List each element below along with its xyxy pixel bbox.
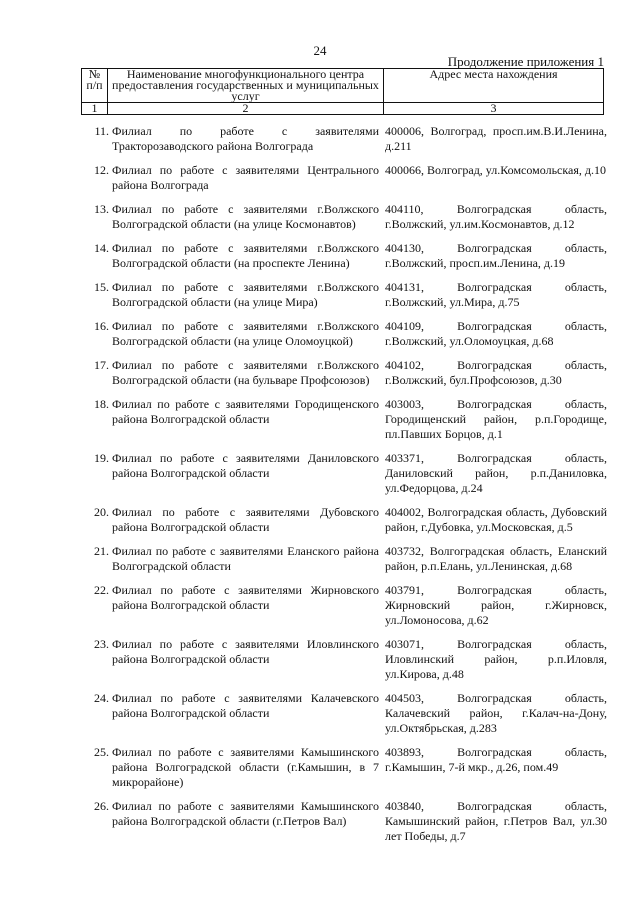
row-name: Филиал по работе с заявителями г.Волжского Волгоградской области (на улице Мира) [112, 280, 379, 309]
table-row [81, 280, 609, 310]
row-address: 403840, Волгоградская область, Камышинский район, г.Петров Вал, ул.30 лет Победы, д.7 [385, 799, 607, 843]
row-address: 400066, Волгоград, ул.Комсомольская, д.10 [385, 163, 606, 177]
row-address: 404110, Волгоградская область, г.Волжский, ул.им.Космонавтов, д.12 [385, 202, 607, 231]
row-address: 404102, Волгоградская область, г.Волжский, бул.Профсоюзов, д.30 [385, 358, 607, 387]
row-name: Филиал по работе с заявителями Тракторозаводского района Волгограда [112, 124, 379, 153]
row-name: Филиал по работе с заявителями Городищенского района Волгоградской области [112, 397, 379, 426]
header-index-1: 1 [82, 103, 108, 115]
row-name: Филиал по работе с заявителями Камышинского района Волгоградской области (г.Петров Вал) [112, 799, 379, 828]
row-number: 21. [94, 544, 109, 558]
row-address: 404002, Волгоградская область, Дубовский район, г.Дубовка, ул.Московская, д.5 [385, 505, 607, 534]
row-number: 25. [94, 745, 109, 759]
row-name: Филиал по работе с заявителями г.Волжского Волгоградской области (на бульваре Профсоюзов) [112, 358, 379, 387]
table-row [81, 637, 609, 682]
row-number: 22. [94, 583, 109, 597]
row-name: Филиал по работе с заявителями Жирновского района Волгоградской области [112, 583, 379, 612]
row-address: 403791, Волгоградская область, Жирновский район, г.Жирновск, ул.Ломоносова, д.62 [385, 583, 607, 627]
row-name: Филиал по работе с заявителями Иловлинского района Волгоградской области [112, 637, 379, 666]
row-name: Филиал по работе с заявителями г.Волжского Волгоградской области (на улице Оломоуцкой) [112, 319, 379, 348]
row-address: 404109, Волгоградская область, г.Волжский, ул.Оломоуцкая, д.68 [385, 319, 607, 348]
row-number: 13. [94, 202, 109, 216]
row-address: 404503, Волгоградская область, Калачевский район, г.Калач-на-Дону, ул.Октябрьская, д.283 [385, 691, 607, 735]
header-col-address: Адрес места нахождения [384, 69, 604, 103]
row-number: 17. [94, 358, 109, 372]
header-index-3: 3 [384, 103, 604, 115]
table-row [81, 124, 609, 154]
row-name: Филиал по работе с заявителями г.Волжского Волгоградской области (на улице Космонавтов) [112, 202, 379, 231]
table-row [81, 319, 609, 349]
row-number: 12. [94, 163, 109, 177]
row-number: 11. [94, 124, 109, 138]
row-address: 403371, Волгоградская область, Даниловский район, р.п.Даниловка, ул.Федорцова, д.24 [385, 451, 607, 495]
header-index-2: 2 [108, 103, 384, 115]
row-number: 18. [94, 397, 109, 411]
table-row [81, 691, 609, 736]
table-row [81, 544, 609, 574]
row-number: 16. [94, 319, 109, 333]
table-row [81, 241, 609, 271]
table-row [81, 397, 609, 442]
continuation-note: Продолжение приложения 1 [447, 54, 604, 69]
row-address: 404130, Волгоградская область, г.Волжский, просп.им.Ленина, д.19 [385, 241, 607, 270]
table-row [81, 358, 609, 388]
row-name: Филиал по работе с заявителями Центрального района Волгограда [112, 163, 379, 192]
table-body [81, 124, 609, 853]
header-col-num: № п/п [82, 69, 108, 103]
table-row [81, 583, 609, 628]
row-number: 15. [94, 280, 109, 294]
row-number: 23. [94, 637, 109, 651]
row-number: 26. [94, 799, 109, 813]
row-name: Филиал по работе с заявителями Дубовского района Волгоградской области [112, 505, 379, 534]
page-number: 24 [313, 43, 327, 58]
table-row [81, 745, 609, 790]
row-address: 403893, Волгоградская область, г.Камышин, 7-й мкр., д.26, пом.49 [385, 745, 607, 774]
header-col-name: Наименование многофункционального центра предоставления государственных и муниципальных услуг [108, 69, 384, 103]
table-row [81, 163, 609, 193]
row-name: Филиал по работе с заявителями Калачевского района Волгоградской области [112, 691, 379, 720]
row-name: Филиал по работе с заявителями Еланского района Волгоградской области [112, 544, 379, 573]
row-address: 403003, Волгоградская область, Городищенский район, р.п.Городище, пл.Павших Борцов, д.1 [385, 397, 607, 441]
row-name: Филиал по работе с заявителями Даниловского района Волгоградской области [112, 451, 379, 480]
row-number: 24. [94, 691, 109, 705]
row-address: 400006, Волгоград, просп.им.В.И.Ленина, д.211 [385, 124, 607, 153]
row-address: 404131, Волгоградская область, г.Волжский, ул.Мира, д.75 [385, 280, 607, 309]
row-address: 403732, Волгоградская область, Еланский район, р.п.Елань, ул.Ленинская, д.68 [385, 544, 607, 573]
row-name: Филиал по работе с заявителями г.Волжского Волгоградской области (на проспекте Ленина) [112, 241, 379, 270]
table-row [81, 202, 609, 232]
table-row [81, 451, 609, 496]
row-number: 20. [94, 505, 109, 519]
row-number: 19. [94, 451, 109, 465]
table-row [81, 505, 609, 535]
row-number: 14. [94, 241, 109, 255]
row-address: 403071, Волгоградская область, Иловлинский район, р.п.Иловля, ул.Кирова, д.48 [385, 637, 607, 681]
table-header [81, 68, 604, 115]
row-name: Филиал по работе с заявителями Камышинского района Волгоградской области (г.Камышин, в 7 микрорайоне) [112, 745, 379, 789]
table-row [81, 799, 609, 844]
